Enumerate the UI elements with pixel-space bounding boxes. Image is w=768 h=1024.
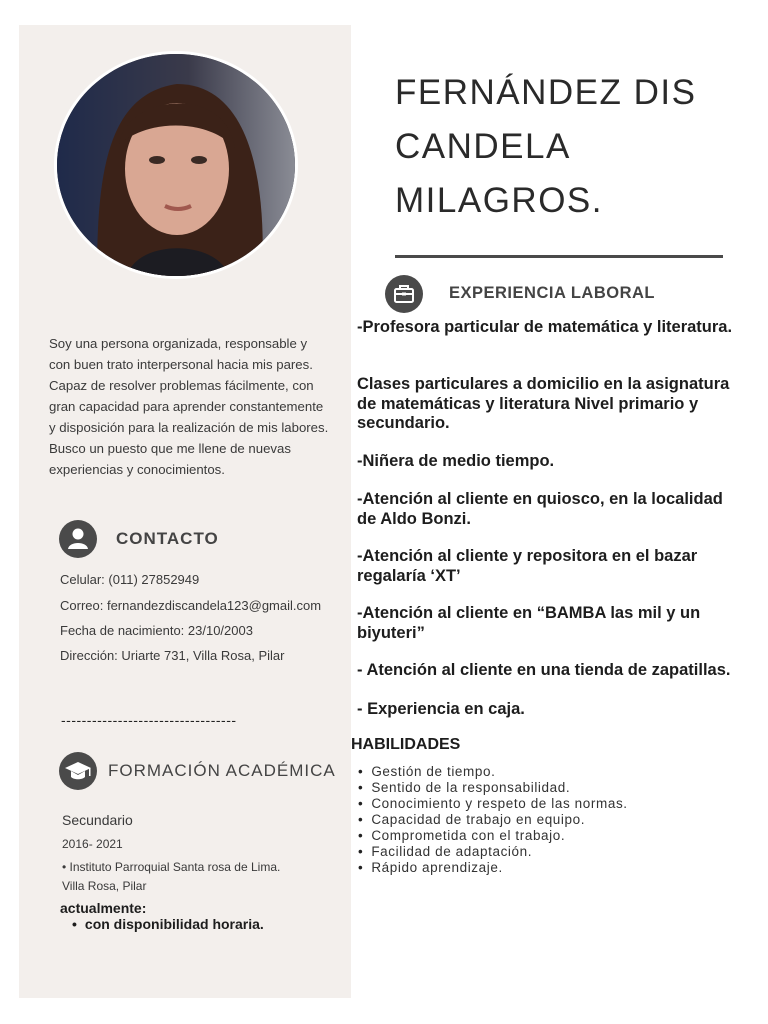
experience-item: -Atención al cliente en quiosco, en la localidad de Aldo Bonzi.: [357, 490, 723, 528]
experience-item: - Atención al cliente en una tienda de zapatillas.: [357, 661, 731, 679]
contact-heading: CONTACTO: [116, 529, 219, 548]
person-icon: [59, 520, 97, 558]
graduation-cap-icon: [59, 752, 97, 790]
education-heading: FORMACIÓN ACADÉMICA: [108, 761, 336, 780]
contact-birthdate: Fecha de nacimiento: 23/10/2003: [60, 623, 253, 638]
education-level: Secundario: [62, 812, 133, 828]
experience-item: -Atención al cliente en “BAMBA las mil y un biyuteri”: [357, 604, 701, 642]
availability-heading: actualmente:: [60, 900, 147, 916]
education-location: Villa Rosa, Pilar: [62, 879, 147, 893]
list-item: • con disponibilidad horaria.: [72, 916, 264, 932]
full-name: [395, 66, 696, 228]
contact-email[interactable]: Correo: fernandezdiscandela123@gmail.com: [60, 598, 322, 613]
contact-address: Dirección: Uriarte 731, Villa Rosa, Pilar: [60, 648, 285, 663]
experience-heading: EXPERIENCIA LABORAL: [449, 284, 655, 302]
contact-phone: Celular: (011) 27852949: [60, 572, 200, 587]
experience-item: Clases particulares a domicilio en la asignatura de matemáticas y literatura Nivel primario y secundario.: [357, 375, 730, 432]
skills-list: [358, 764, 628, 876]
availability-list: [72, 916, 264, 932]
experience-item: -Profesora particular de matemática y literatura.: [357, 318, 733, 336]
list-item: • Conocimiento y respeto de las normas.: [358, 796, 628, 812]
experience-item: -Niñera de medio tiempo.: [357, 452, 555, 470]
name-line: MILAGROS.: [395, 181, 603, 220]
experience-item: -Atención al cliente y repositora en el bazar regalaría ‘XT’: [357, 547, 698, 585]
list-item: • Capacidad de trabajo en equipo.: [358, 812, 628, 828]
name-underline: [395, 255, 723, 258]
experience-item: - Experiencia en caja.: [357, 700, 525, 718]
about-paragraph: Soy una persona organizada, responsable y con buen trato interpersonal hacia mis pares. Capaz de resolver problemas fácilmente, con gran capacidad para aprender constantemente y disposición para la realización de mis labores. Busco un puesto que me llene de nuevas experiencias y conocimientos.: [49, 336, 329, 477]
list-item: • Facilidad de adaptación.: [358, 844, 628, 860]
name-line: CANDELA: [395, 127, 571, 166]
name-line: FERNÁNDEZ DIS: [395, 73, 697, 112]
dashed-divider: ----------------------------------: [61, 712, 237, 728]
list-item: • Sentido de la responsabilidad.: [358, 780, 628, 796]
skills-heading: HABILIDADES: [351, 736, 461, 753]
briefcase-icon: [385, 275, 423, 313]
list-item: • Rápido aprendizaje.: [358, 860, 628, 876]
education-years: 2016- 2021: [62, 837, 123, 851]
profile-photo: [54, 51, 298, 279]
list-item: • Comprometida con el trabajo.: [358, 828, 628, 844]
list-item: • Gestión de tiempo.: [358, 764, 628, 780]
education-school: • Instituto Parroquial Santa rosa de Lima.: [62, 860, 281, 874]
